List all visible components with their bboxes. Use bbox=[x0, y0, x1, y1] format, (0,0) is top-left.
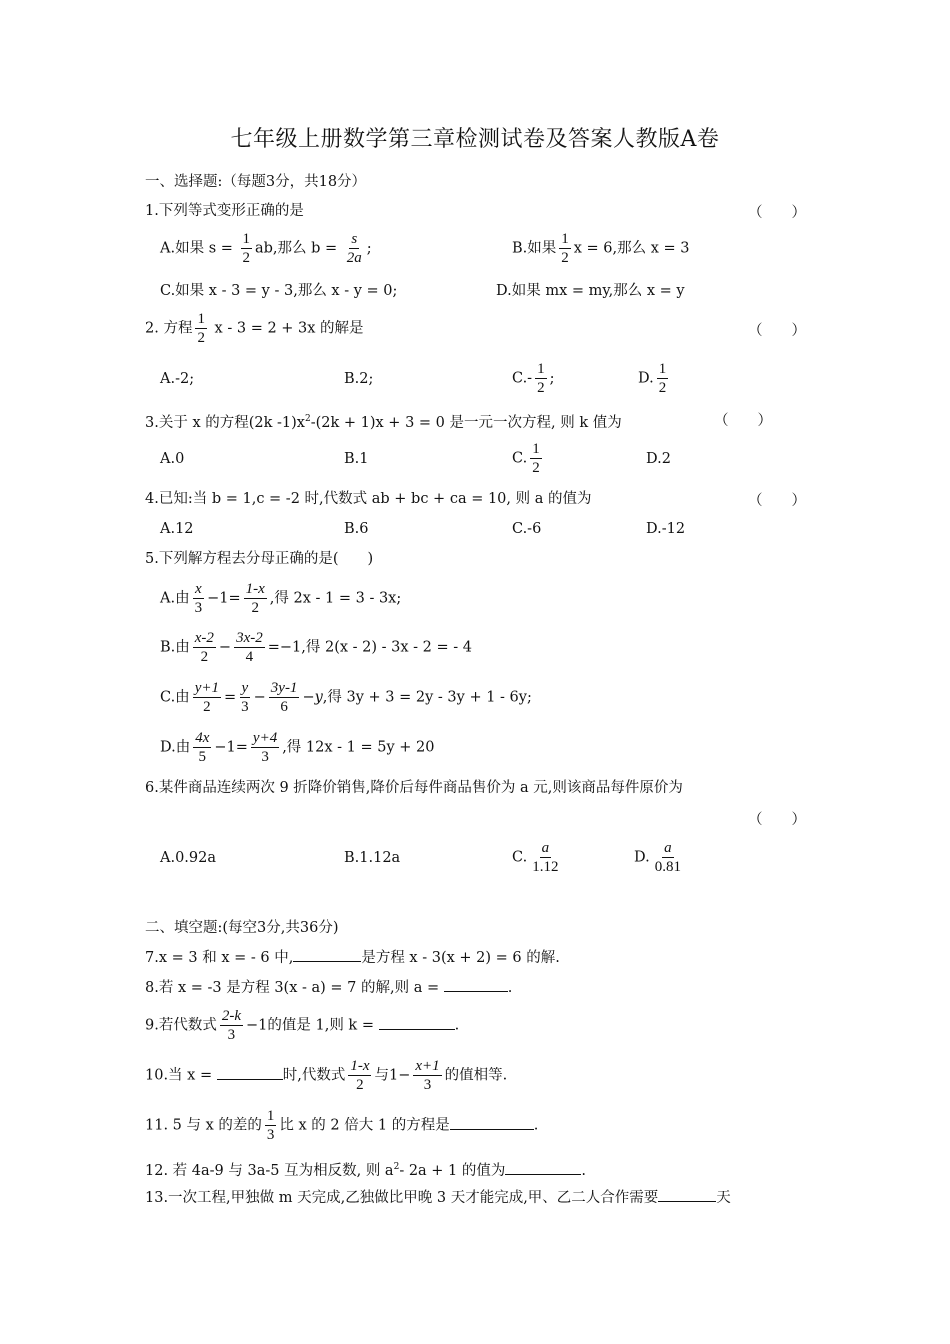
fraction: $\frac{y+4}{3}$ bbox=[252, 730, 278, 765]
question-7: 7.x = 3 和 x = - 6 中, 是方程 x - 3(x + 2) = 6 的解. bbox=[145, 947, 560, 968]
question-5-option-d: D.由 $\frac{4x}{5}$ −1= $\frac{y+4}{3}$ ,得 12x - 1 = 5y + 20 bbox=[160, 730, 435, 765]
question-1-option-a: A.如果 s = $\frac{1}{2}$ ab,那么 b = $\frac{s}{2a}$ ; bbox=[160, 231, 372, 266]
fraction: $\frac{y}{3}$ bbox=[241, 680, 249, 715]
answer-paren-1: （ ） bbox=[748, 205, 806, 221]
question-13: 13.一次工程,甲独做 m 天完成,乙独做比甲晚 3 天才能完成,甲、乙二人合作需要 天 bbox=[145, 1187, 731, 1208]
question-6-option-a: A.0.92a bbox=[160, 850, 217, 866]
question-2-option-c: C.- $\frac{1}{2}$ ; bbox=[512, 361, 555, 396]
question-6-option-c: C. $\frac{a}{1.12}$ bbox=[512, 840, 559, 875]
question-4-option-b: B.6 bbox=[344, 521, 369, 537]
fraction: $\frac{4x}{5}$ bbox=[195, 730, 210, 765]
answer-blank bbox=[217, 1065, 283, 1080]
question-2-option-a: A.-2; bbox=[160, 371, 195, 387]
fraction: $\frac{x}{3}$ bbox=[194, 581, 203, 616]
question-3-option-a: A.0 bbox=[160, 451, 185, 467]
question-1-option-c: C.如果 x - 3 = y - 3,那么 x - y = 0; bbox=[160, 283, 398, 299]
question-6-option-b: B.1.12a bbox=[344, 850, 401, 866]
question-3-option-d: D.2 bbox=[646, 451, 671, 467]
page-title: 七年级上册数学第三章检测试卷及答案人教版A卷 bbox=[230, 127, 720, 152]
fraction: $\frac{1}{2}$ bbox=[197, 311, 205, 346]
fraction: $\frac{y+1}{2}$ bbox=[194, 680, 219, 715]
question-2-option-b: B.2; bbox=[344, 371, 374, 387]
fraction: $\frac{1}{3}$ bbox=[266, 1108, 275, 1143]
fraction: $\frac{1}{2}$ bbox=[658, 361, 667, 396]
fraction: $\frac{3y-1}{6}$ bbox=[270, 680, 298, 715]
question-5-option-b: B.由 $\frac{x-2}{2}$ − $\frac{3x-2}{4}$ =−1,得 2(x - 2) - 3x - 2 = - 4 bbox=[160, 630, 473, 665]
question-1-option-d: D.如果 mx = my,那么 x = y bbox=[496, 283, 685, 299]
section-fill-heading: 二、填空题:(每空3分,共36分) bbox=[145, 920, 339, 936]
fraction: $\frac{s}{2a}$ bbox=[346, 231, 362, 266]
question-1-option-b: B.如果 $\frac{1}{2}$ x = 6,那么 x = 3 bbox=[512, 231, 690, 266]
fraction: $\frac{a}{0.81}$ bbox=[654, 840, 681, 875]
fraction: $\frac{1-x}{2}$ bbox=[245, 581, 265, 616]
question-4-option-c: C.-6 bbox=[512, 521, 542, 537]
answer-blank bbox=[293, 947, 361, 962]
question-2-option-d: D. $\frac{1}{2}$ bbox=[638, 361, 667, 396]
question-3-option-c: C. $\frac{1}{2}$ bbox=[512, 441, 540, 476]
answer-paren-2: （ ） bbox=[748, 323, 806, 339]
question-5-option-c: C.由 $\frac{y+1}{2}$ = $\frac{y}{3}$ − $\frac{3y-1}{6}$ −y,得 3y + 3 = 2y - 3y + 1 - 6y; bbox=[160, 680, 532, 715]
question-5-stem: 5.下列解方程去分母正确的是( ) bbox=[145, 551, 374, 567]
question-6-stem: 6.某件商品连续两次 9 折降价销售,降价后每件商品售价为 a 元,则该商品每件原价为 bbox=[145, 780, 683, 796]
answer-blank bbox=[444, 977, 508, 992]
fraction: $\frac{a}{1.12}$ bbox=[532, 840, 559, 875]
question-10: 10.当 x = 时,代数式 $\frac{1-x}{2}$ 与1− $\frac{x+1}{3}$ 的值相等. bbox=[145, 1058, 508, 1093]
answer-paren-3: （ ） bbox=[714, 413, 772, 429]
answer-blank bbox=[379, 1015, 455, 1030]
answer-blank bbox=[505, 1160, 581, 1175]
question-8: 8.若 x = -3 是方程 3(x - a) = 7 的解,则 a = . bbox=[145, 977, 512, 998]
fraction: $\frac{1}{2}$ bbox=[537, 361, 545, 396]
question-2-stem: 2. 方程 $\frac{1}{2}$ x - 3 = 2 + 3x 的解是 bbox=[145, 311, 364, 346]
question-4-option-d: D.-12 bbox=[646, 521, 686, 537]
question-4-stem: 4.已知:当 b = 1,c = -2 时,代数式 ab + bc + ca = 10, 则 a 的值为 bbox=[145, 491, 592, 507]
question-11: 11. 5 与 x 的差的 $\frac{1}{3}$ 比 x 的 2 倍大 1 的方程是 . bbox=[145, 1108, 539, 1143]
question-1-stem: 1.下列等式变形正确的是 bbox=[145, 203, 304, 219]
question-9: 9.若代数式 $\frac{2-k}{3}$ −1的值是 1,则 k = . bbox=[145, 1008, 460, 1043]
fraction: $\frac{1-x}{2}$ bbox=[350, 1058, 370, 1093]
fraction: $\frac{3x-2}{4}$ bbox=[236, 630, 263, 665]
answer-paren-6: （ ） bbox=[748, 812, 806, 828]
fraction: $\frac{1}{2}$ bbox=[242, 231, 250, 266]
fraction: $\frac{x-2}{2}$ bbox=[194, 630, 214, 665]
fraction: $\frac{2-k}{3}$ bbox=[221, 1008, 241, 1043]
section-choice-heading: 一、选择题:（每题3分，共18分） bbox=[145, 174, 367, 190]
fraction: $\frac{1}{2}$ bbox=[561, 231, 569, 266]
fraction: $\frac{x+1}{3}$ bbox=[415, 1058, 440, 1093]
answer-blank bbox=[450, 1115, 534, 1130]
question-3-option-b: B.1 bbox=[344, 451, 369, 467]
question-12: 12. 若 4a-9 与 3a-5 互为相反数, 则 $a^2-$ 2a + 1 的值为 . bbox=[145, 1157, 586, 1181]
question-3-stem: 3.关于 x 的方程(2k $-1)x^2-(2k + 1)x + 3 = 0$ 是一元一次方程, 则 k 值为 bbox=[145, 414, 622, 431]
answer-paren-4: （ ） bbox=[748, 493, 806, 509]
question-6-option-d: D. $\frac{a}{0.81}$ bbox=[634, 840, 681, 875]
question-5-option-a: A.由 $\frac{x}{3}$ −1= $\frac{1-x}{2}$ ,得 2x - 1 = 3 - 3x; bbox=[160, 581, 402, 616]
fraction: $\frac{1}{2}$ bbox=[532, 441, 540, 476]
answer-blank bbox=[658, 1187, 716, 1202]
question-4-option-a: A.12 bbox=[160, 521, 194, 537]
